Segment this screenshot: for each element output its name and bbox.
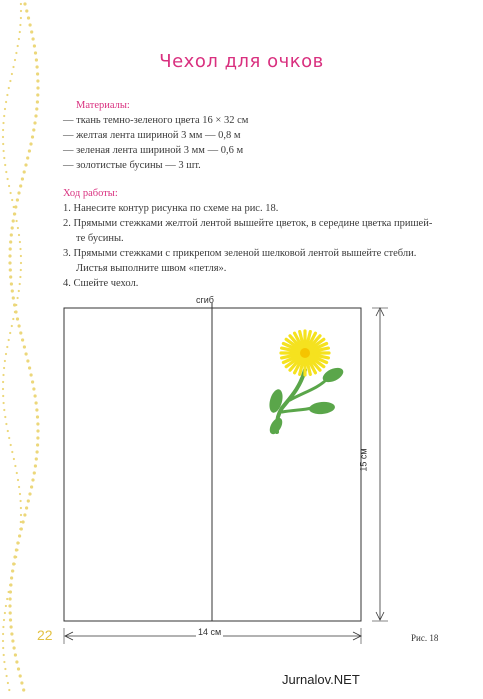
figure-caption: Рис. 18 (411, 633, 439, 643)
step-item: 4. Сшейте чехол. (63, 278, 139, 289)
material-item: — желтая лента шириной 3 мм — 0,8 м (63, 130, 241, 141)
flower-center (300, 348, 310, 358)
width-dimension-label: 14 см (198, 627, 222, 637)
height-dimension-label: 15 см (358, 448, 369, 472)
step-item: 3. Прямыми стежками с прикрепом зеленой шелковой лентой вышейте стебли. (63, 248, 417, 259)
step-item: 2. Прямыми стежками желтой лентой вышейте цветок, в середине цветка пришей- (63, 218, 433, 229)
materials-heading: Материалы: (76, 100, 130, 111)
leaf (309, 401, 336, 415)
step-item-continuation: те бусины. (76, 233, 124, 244)
step-item: 1. Нанесите контур рисунка по схеме на рис. 18. (63, 203, 279, 214)
material-item: — зеленая лента шириной 3 мм — 0,6 м (63, 145, 244, 156)
step-item-continuation: Листья выполните швом «петля». (76, 263, 227, 274)
flower-illustration (267, 331, 345, 436)
watermark: Jurnalov.NET (282, 672, 360, 687)
material-item: — золотистые бусины — 3 шт. (63, 160, 201, 171)
material-item: — ткань темно-зеленого цвета 16 × 32 см (63, 115, 249, 126)
work-heading: Ход работы: (63, 188, 118, 199)
page-title: Чехол для очков (159, 51, 324, 72)
page-number: 22 (37, 627, 53, 643)
fold-label: сгиб (196, 295, 214, 305)
